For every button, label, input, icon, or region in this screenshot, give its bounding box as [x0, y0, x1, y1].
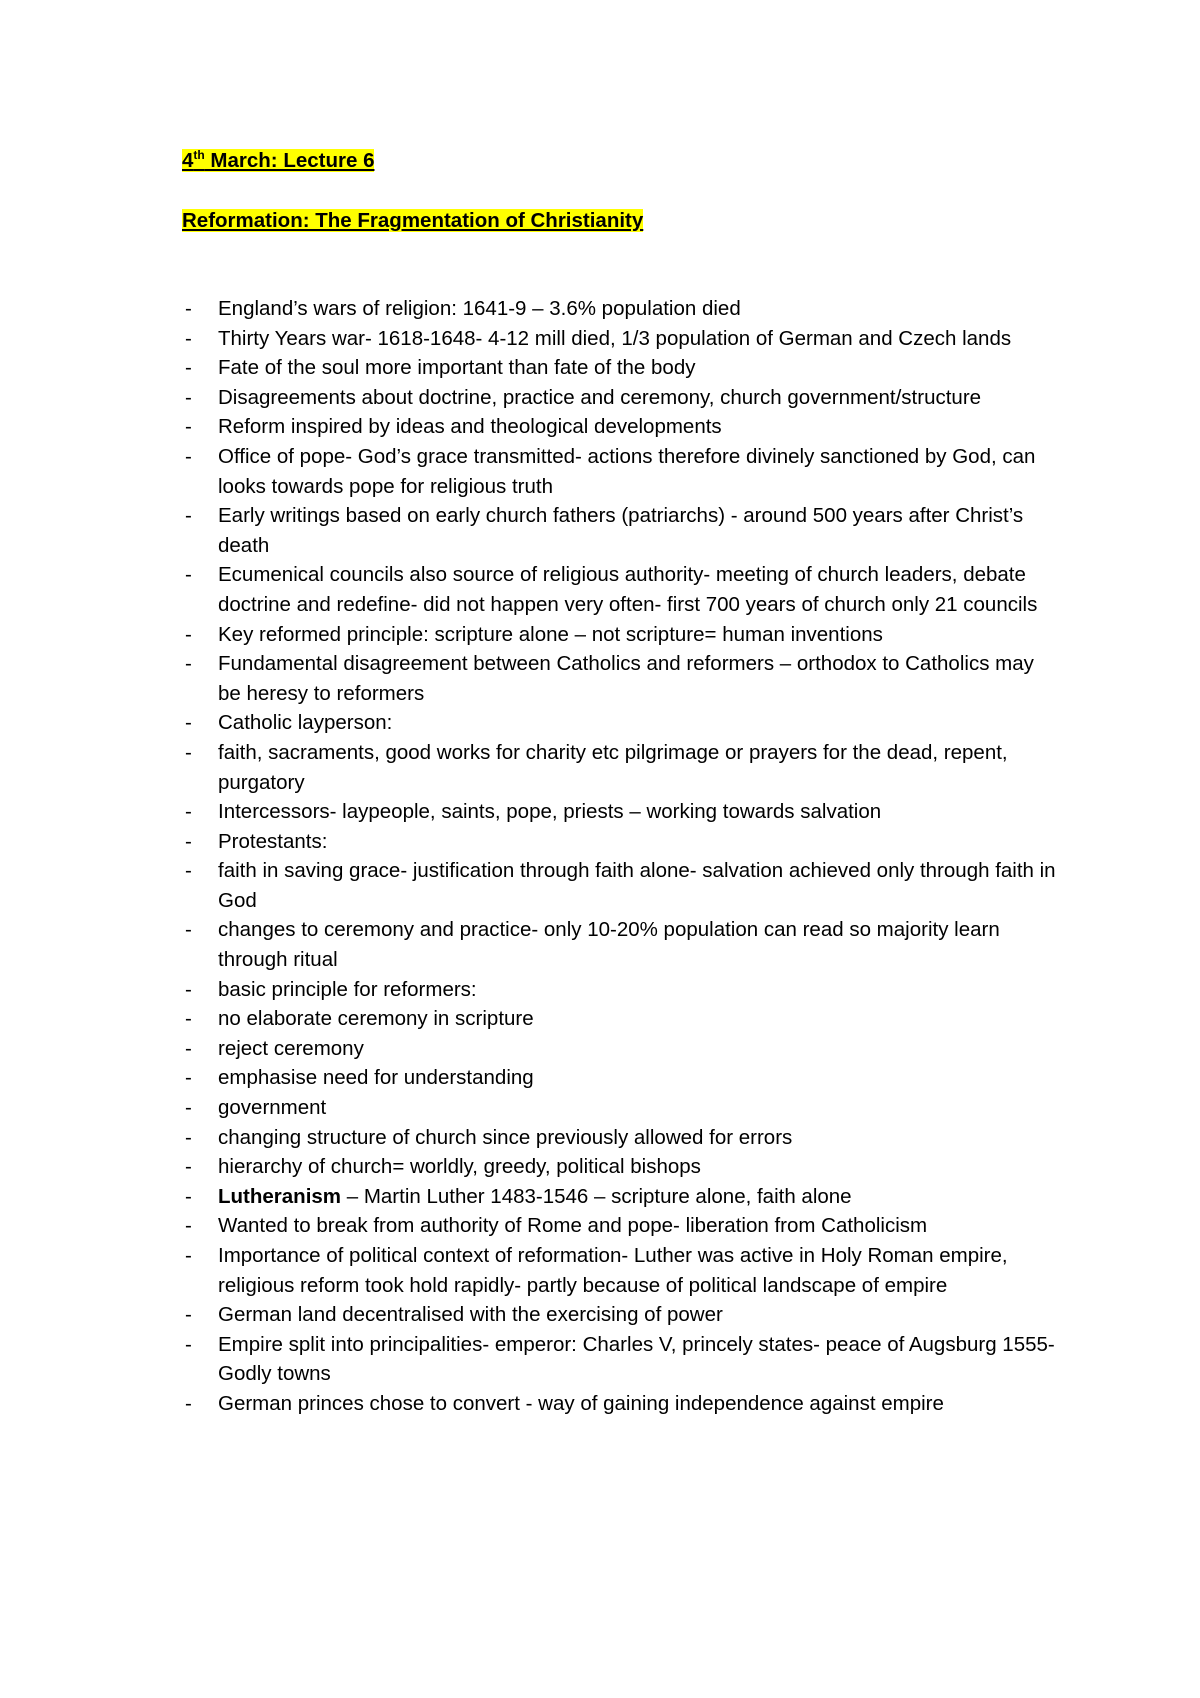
note-text: Disagreements about doctrine, practice and ceremony, church government/structure	[218, 385, 982, 409]
bullet-dash: -	[185, 740, 192, 764]
note-text: basic principle for reformers:	[218, 977, 477, 1001]
note-text: hierarchy of church= worldly, greedy, political bishops	[218, 1155, 701, 1179]
note-item	[182, 442, 1062, 501]
bullet-dash: -	[185, 415, 192, 439]
bullet-dash: -	[185, 326, 192, 350]
note-text: Empire split into principalities- emperor: Charles V, princely states- peace of Augsburg 1555- Godly towns	[218, 1332, 1055, 1386]
note-item	[182, 294, 1062, 324]
bullet-dash: -	[185, 1096, 192, 1120]
note-item	[182, 649, 1062, 708]
note-text: Protestants:	[218, 829, 328, 853]
title-date-rest: March: Lecture 6	[204, 149, 375, 172]
bullet-dash: -	[185, 1332, 192, 1356]
note-item	[182, 975, 1062, 1005]
note-text: reject ceremony	[218, 1036, 364, 1060]
notes-list	[182, 294, 1062, 1419]
note-text: Importance of political context of reformation- Luther was active in Holy Roman empire, religious reform took hold rapidly- partly because of political landscape of empire	[218, 1244, 1008, 1297]
subtitle-highlight: Reformation: The Fragmentation of Christianity	[182, 209, 644, 232]
bullet-dash: -	[185, 1214, 192, 1238]
bullet-dash: -	[185, 918, 192, 942]
note-text: German land decentralised with the exercising of power	[218, 1303, 723, 1327]
note-text: faith in saving grace- justification through faith alone- salvation achieved only through faith in God	[218, 859, 1056, 912]
note-item	[182, 1241, 1062, 1300]
bullet-dash: -	[185, 1391, 192, 1415]
lutheranism-separator: –	[341, 1184, 364, 1208]
bullet-dash: -	[185, 1036, 192, 1060]
note-text: emphasise need for understanding	[218, 1066, 534, 1090]
note-item	[182, 1330, 1062, 1389]
note-item	[182, 1182, 1062, 1212]
note-item	[182, 560, 1062, 619]
note-item	[182, 856, 1062, 915]
bullet-dash: -	[185, 563, 192, 587]
note-text: Ecumenical councils also source of religious authority- meeting of church leaders, debate doctrine and redefine- did not happen very often- first 700 years of church only 21 councils	[218, 563, 1038, 616]
note-item	[182, 1034, 1062, 1064]
note-item	[182, 353, 1062, 383]
note-text: faith, sacraments, good works for charity etc pilgrimage or prayers for the dead, repent, purgatory	[218, 740, 1008, 794]
page-subtitle	[182, 208, 643, 234]
note-item	[182, 1093, 1062, 1123]
bullet-dash: -	[185, 711, 192, 735]
bullet-dash: -	[185, 356, 192, 380]
note-item	[182, 1063, 1062, 1093]
note-text: Wanted to break from authority of Rome and pope- liberation from Catholicism	[218, 1214, 928, 1238]
note-item	[182, 797, 1062, 827]
note-text: changing structure of church since previously allowed for errors	[218, 1125, 793, 1149]
note-text: changes to ceremony and practice- only 10-20% population can read so majority learn through ritual	[218, 918, 1000, 972]
bullet-dash: -	[185, 444, 192, 468]
bullet-dash: -	[185, 1184, 192, 1208]
note-item	[182, 1300, 1062, 1330]
bullet-dash: -	[185, 1125, 192, 1149]
note-item	[182, 827, 1062, 857]
bullet-dash: -	[185, 1155, 192, 1179]
note-text: Fate of the soul more important than fate of the body	[218, 356, 696, 380]
note-text: Key reformed principle: scripture alone – not scripture= human inventions	[218, 622, 883, 646]
title-date-day: 4	[182, 149, 194, 172]
note-item	[182, 412, 1062, 442]
bullet-dash: -	[185, 1303, 192, 1327]
note-item	[182, 708, 1062, 738]
note-text: government	[218, 1096, 327, 1120]
note-item	[182, 915, 1062, 974]
note-text: Martin Luther 1483-1546 – scripture alone, faith alone	[363, 1184, 852, 1208]
note-text: Office of pope- God’s grace transmitted- actions therefore divinely sanctioned by God, can looks towards pope for religious truth	[218, 444, 1036, 498]
bullet-dash: -	[185, 1007, 192, 1031]
note-item	[182, 501, 1062, 560]
note-item	[182, 1123, 1062, 1153]
lutheranism-term: Lutheranism	[218, 1184, 342, 1208]
title-highlight	[182, 149, 374, 172]
page-title	[182, 148, 374, 174]
note-text: Intercessors- laypeople, saints, pope, priests – working towards salvation	[218, 800, 882, 824]
note-text: Early writings based on early church fathers (patriarchs) - around 500 years after Christ’s death	[218, 504, 1024, 557]
bullet-dash: -	[185, 800, 192, 824]
bullet-dash: -	[185, 385, 192, 409]
bullet-dash: -	[185, 977, 192, 1001]
note-text: no elaborate ceremony in scripture	[218, 1007, 534, 1031]
bullet-dash: -	[185, 504, 192, 528]
bullet-dash: -	[185, 297, 192, 320]
bullet-dash: -	[185, 829, 192, 853]
note-item	[182, 383, 1062, 413]
note-item	[182, 1004, 1062, 1034]
note-item	[182, 738, 1062, 797]
note-item	[182, 620, 1062, 650]
note-item	[182, 1389, 1062, 1419]
note-text: German princes chose to convert - way of gaining independence against empire	[218, 1391, 944, 1415]
bullet-dash: -	[185, 1066, 192, 1090]
note-item	[182, 1152, 1062, 1182]
bullet-dash: -	[185, 1244, 192, 1267]
bullet-dash: -	[185, 859, 192, 883]
title-date-suffix: th	[193, 148, 205, 163]
note-text: England’s wars of religion: 1641-9 – 3.6% population died	[218, 297, 741, 320]
bullet-dash: -	[185, 652, 192, 676]
note-text: Fundamental disagreement between Catholics and reformers – orthodox to Catholics may be heresy to reformers	[218, 652, 1034, 705]
note-item	[182, 1211, 1062, 1241]
note-text: Catholic layperson:	[218, 711, 393, 735]
note-text: Thirty Years war- 1618-1648- 4-12 mill died, 1/3 population of German and Czech lands	[218, 326, 1012, 350]
note-item	[182, 324, 1062, 354]
note-text: Reform inspired by ideas and theological developments	[218, 415, 722, 439]
bullet-dash: -	[185, 622, 192, 646]
